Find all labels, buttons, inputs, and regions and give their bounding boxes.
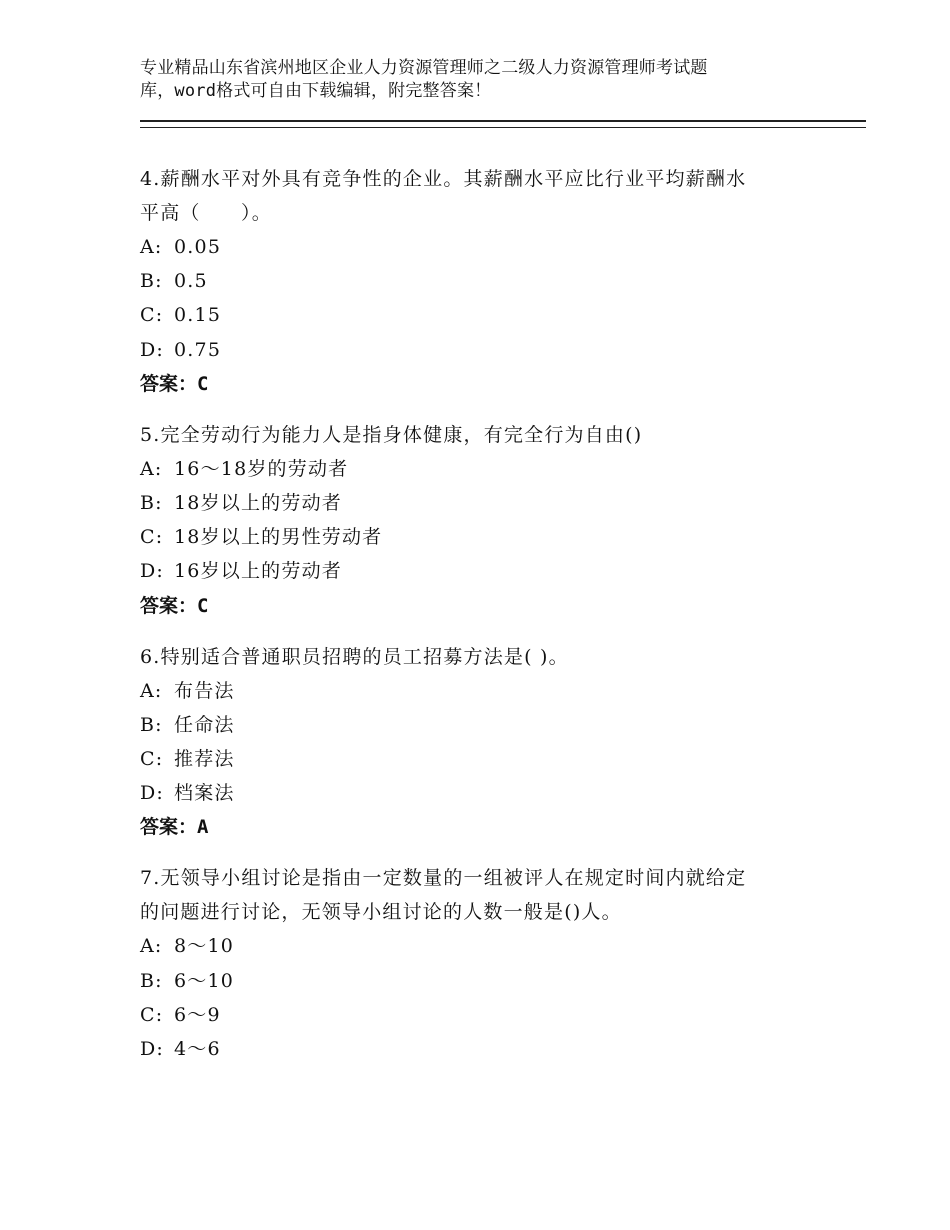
option-key: C: — [140, 1003, 164, 1026]
option-key: D: — [140, 1038, 165, 1061]
question-4 — [140, 162, 820, 401]
option-key: B: — [140, 713, 163, 736]
question-7 — [140, 861, 820, 1066]
option-a — [140, 230, 820, 264]
header-divider — [140, 120, 866, 128]
option-text: 16～18岁的劳动者 — [174, 457, 349, 480]
option-key: C: — [140, 748, 164, 771]
header-title-line-2: 库，word格式可自由下载编辑，附完整答案！ — [140, 81, 492, 101]
option-text: 0.75 — [174, 338, 222, 361]
option-text: 推荐法 — [174, 748, 235, 771]
question-text-line: 的问题进行讨论，无领导小组讨论的人数一般是()人。 — [140, 901, 622, 924]
option-key: D: — [140, 338, 165, 361]
option-text: 0.15 — [174, 304, 222, 327]
option-key: D: — [140, 560, 165, 583]
option-text: 4～6 — [174, 1038, 221, 1061]
option-text: 6～10 — [174, 969, 235, 992]
option-key: C: — [140, 304, 164, 327]
option-d — [140, 333, 820, 367]
option-text: 档案法 — [174, 782, 235, 805]
option-key: A: — [140, 935, 163, 958]
option-c — [140, 742, 820, 776]
option-text: 任命法 — [174, 713, 235, 736]
answer-line: 答案：C — [140, 372, 209, 395]
question-list — [140, 162, 820, 1083]
question-text-line: 5.完全劳动行为能力人是指身体健康，有完全行为自由() — [140, 423, 643, 446]
option-b — [140, 486, 820, 520]
answer-line: 答案：A — [140, 816, 209, 839]
option-b — [140, 708, 820, 742]
option-key: B: — [140, 492, 163, 515]
option-text: 18岁以上的男性劳动者 — [174, 526, 383, 549]
question-text-line: 4.薪酬水平对外具有竞争性的企业。其薪酬水平应比行业平均薪酬水 — [140, 168, 747, 190]
option-text: 0.05 — [174, 236, 222, 258]
option-c — [140, 998, 820, 1032]
option-c — [140, 298, 820, 332]
option-text: 18岁以上的劳动者 — [174, 492, 342, 515]
option-b — [140, 964, 820, 998]
option-b — [140, 264, 820, 298]
question-text-line: 7.无领导小组讨论是指由一定数量的一组被评人在规定时间内就给定 — [140, 867, 747, 890]
option-text: 8～10 — [174, 935, 235, 958]
option-text: 0.5 — [174, 270, 208, 293]
question-text-line: 6.特别适合普通职员招聘的员工招募方法是( )。 — [140, 645, 569, 668]
option-key: B: — [140, 270, 163, 293]
option-a — [140, 929, 820, 963]
question-text-line: 平高（ ）。 — [140, 202, 272, 224]
option-a — [140, 452, 820, 486]
option-key: A: — [140, 679, 163, 702]
option-key: C: — [140, 526, 164, 549]
option-key: A: — [140, 457, 163, 480]
option-key: A: — [140, 236, 163, 258]
option-text: 布告法 — [174, 679, 235, 702]
option-a — [140, 674, 820, 708]
option-d — [140, 554, 820, 588]
option-d — [140, 1032, 820, 1066]
option-c — [140, 520, 820, 554]
document-header — [140, 57, 840, 103]
header-title-line-1: 专业精品山东省滨州地区企业人力资源管理师之二级人力资源管理师考试题 — [140, 58, 708, 78]
option-text: 16岁以上的劳动者 — [174, 560, 342, 583]
option-d — [140, 776, 820, 810]
option-key: B: — [140, 969, 163, 992]
question-6 — [140, 640, 820, 845]
answer-line: 答案：C — [140, 594, 209, 617]
option-text: 6～9 — [174, 1003, 221, 1026]
question-5 — [140, 418, 820, 623]
option-key: D: — [140, 782, 165, 805]
